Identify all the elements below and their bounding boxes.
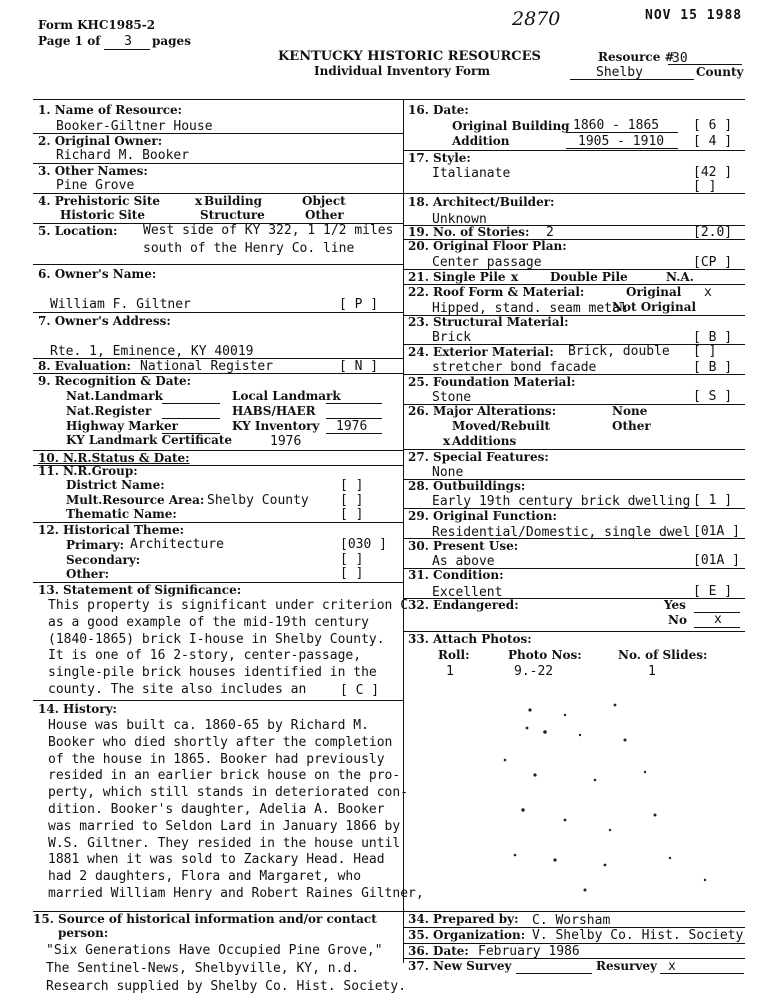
handwritten-number: 2870 [512, 8, 561, 30]
mult-resource-area: Shelby County [207, 493, 309, 508]
secondary-theme-code: [ ] [340, 552, 364, 567]
s34-label: 34. Prepared by: [408, 912, 519, 926]
addition-date: 1905 - 1910 [578, 134, 665, 149]
outbuildings-code: [ 1 ] [693, 493, 733, 508]
s15-label-1: 15. Source of historical information and/or contact [33, 912, 377, 926]
s16-label: 16. Date: [408, 103, 469, 117]
s24-label: 24. Exterior Material: [408, 345, 554, 359]
source-line: The Sentinel-News, Shelbyville, KY, n.d. [46, 961, 360, 976]
s3-label: 3. Other Names: [38, 164, 148, 178]
scan-speckle [405, 680, 745, 908]
prepared-by: C. Worsham [532, 913, 611, 928]
significance-line: county. The site also includes an [48, 681, 307, 697]
s6-label: 6. Owner's Name: [38, 267, 157, 281]
s32-yes: Yes [664, 598, 686, 612]
s21-double: Double Pile [550, 270, 628, 284]
evaluation-code: [ N ] [339, 359, 379, 374]
s15-label-2: person: [58, 926, 109, 940]
history-line: resided in an earlier brick house on the pro- [48, 768, 401, 784]
s10-label: 10. N.R.Status & Date: [38, 451, 190, 465]
s16-add: Addition [452, 134, 510, 148]
stories: 2 [546, 225, 554, 240]
page-count: 3 [124, 34, 132, 49]
significance-line: (1840-1865) brick I-house in Shelby County. [48, 631, 385, 647]
owner-code: [ P ] [339, 297, 379, 312]
other-names: Pine Grove [56, 178, 135, 193]
addition-date-code: [ 4 ] [693, 134, 733, 149]
s4-prehistoric: 4. Prehistoric Site [38, 194, 161, 208]
s37-label: 37. New Survey [408, 959, 512, 973]
original-date: 1860 - 1865 [573, 118, 660, 133]
s17-label: 17. Style: [408, 151, 471, 165]
source-text [46, 942, 406, 996]
outbuildings: Early 19th century brick dwelling [432, 494, 691, 509]
s11-thematic: Thematic Name: [66, 507, 177, 521]
form-subtitle: Individual Inventory Form [314, 64, 491, 78]
location-line-2: south of the Henry Co. line [143, 241, 355, 256]
structural-code: [ B ] [693, 330, 733, 345]
s11-district-code: [ ] [340, 478, 364, 493]
s26-additions: Additions [452, 434, 517, 448]
other-theme-code: [ ] [340, 566, 364, 581]
roof-original-mark: x [704, 285, 712, 300]
s4-historic: Historic Site [60, 208, 145, 222]
significance-line: as a good example of the mid-19th century [48, 614, 369, 630]
original-function-code: [01A ] [693, 524, 740, 539]
organization: V. Shelby Co. Hist. Society [532, 928, 744, 943]
significance-line: single-pile brick houses identified in the [48, 665, 377, 681]
history-text [48, 718, 424, 903]
condition-code: [ E ] [693, 584, 733, 599]
s18-label: 18. Architect/Builder: [408, 195, 555, 209]
prepared-date: February 1986 [478, 944, 580, 959]
s1-label: 1. Name of Resource: [38, 103, 183, 117]
resource-label: Resource # [598, 50, 675, 64]
s19-label: 19. No. of Stories: [408, 225, 530, 239]
slides-count: 1 [648, 664, 656, 679]
form-title: KENTUCKY HISTORIC RESOURCES [278, 49, 541, 64]
s9-habs: HABS/HAER [232, 404, 316, 418]
s35-label: 35. Organization: [408, 928, 526, 942]
s5-label: 5. Location: [38, 224, 118, 238]
s25-label: 25. Foundation Material: [408, 375, 576, 389]
s12-label: 12. Historical Theme: [38, 523, 185, 537]
history-line: married William Henry and Robert Raines Giltner, [48, 885, 424, 901]
primary-theme-code: [030 ] [340, 537, 387, 552]
exterior-material-1: Brick, double [568, 344, 670, 359]
form-id: Form KHC1985-2 [38, 18, 156, 32]
s22-label: 22. Roof Form & Material: [408, 285, 585, 299]
s22-not-original: Not Original [612, 300, 697, 314]
significance-line: It is one of 16 2-story, center-passage, [48, 648, 362, 664]
ky-inventory-year: 1976 [336, 419, 368, 434]
s9-ky-cert: KY Landmark Certificate [66, 433, 233, 447]
owner-name: William F. Giltner [50, 297, 191, 312]
exterior-code: [ B ] [693, 360, 733, 375]
s9-nat-landmark: Nat.Landmark [66, 389, 163, 403]
history-line: dition. Booker's daughter, Adelia A. Booker [48, 801, 385, 817]
s16-orig: Original Building [452, 119, 570, 133]
significance-line: This property is significant under criterion C [48, 598, 409, 613]
s33-photo-nos: Photo Nos: [508, 648, 582, 662]
s11-label: 11. N.R.Group: [38, 464, 138, 478]
endangered-no-mark: x [714, 612, 722, 627]
foundation-code: [ S ] [693, 389, 733, 404]
s9-label: 9. Recognition & Date: [38, 374, 192, 388]
special-features: None [432, 465, 464, 480]
history-line: perty, which still stands in deteriorated con- [48, 785, 409, 801]
single-pile-mark: x [511, 270, 519, 284]
county-value: Shelby [596, 65, 643, 80]
history-line: 1881 when it was sold to Zackary Head. Head [48, 852, 385, 868]
s21-na: N.A. [666, 270, 694, 284]
history-line: was married to Seldon Lard in January 1866 by [48, 818, 401, 834]
s26-moved: Moved/Rebuilt [452, 419, 551, 433]
source-line: Research supplied by Shelby Co. Hist. Society. [46, 979, 407, 994]
style-code-2: [ ] [693, 179, 717, 194]
s12-other: Other: [66, 567, 110, 581]
ky-cert-year: 1976 [270, 434, 302, 449]
original-owner: Richard M. Booker [56, 148, 190, 163]
s11-thematic-code: [ ] [340, 507, 364, 522]
s32-no: No [668, 613, 687, 627]
s14-label: 14. History: [38, 702, 117, 716]
s21-label: 21. Single Pile [408, 270, 506, 284]
history-line: Booker who died shortly after the completion [48, 734, 393, 750]
photo-numbers: 9.-22 [514, 664, 554, 679]
s4-structure: Structure [200, 208, 265, 222]
owner-address: Rte. 1, Eminence, KY 40019 [50, 344, 254, 359]
resurvey-mark: x [668, 959, 676, 974]
evaluation: National Register [140, 359, 274, 374]
s26-label: 26. Major Alterations: [408, 404, 557, 418]
primary-theme: Architecture [130, 537, 224, 552]
significance-code: [ C ] [340, 683, 380, 698]
style-code: [42 ] [693, 165, 733, 180]
s33-label: 33. Attach Photos: [408, 632, 532, 646]
style-value: Italianate [432, 166, 511, 181]
condition: Excellent [432, 585, 503, 600]
s30-label: 30. Present Use: [408, 539, 519, 553]
s37-resurvey: Resurvey [596, 959, 657, 973]
stories-code: [2.0] [693, 225, 733, 240]
source-line: "Six Generations Have Occupied Pine Grove," [46, 943, 383, 958]
s33-roll: Roll: [438, 648, 470, 662]
s11-mult-code: [ ] [340, 493, 364, 508]
s9-nat-register: Nat.Register [66, 404, 152, 418]
history-line: House was built ca. 1860-65 by Richard M. [48, 718, 369, 733]
s27-label: 27. Special Features: [408, 450, 549, 464]
foundation-material: Stone [432, 390, 472, 405]
page-label: Page 1 of [38, 34, 101, 48]
s11-district: District Name: [66, 478, 165, 492]
s26-other: Other [612, 419, 651, 433]
original-date-code: [ 6 ] [693, 118, 733, 133]
pages-label: pages [152, 34, 191, 48]
s9-ky-inventory: KY Inventory [232, 419, 320, 433]
s4-other: Other [305, 208, 344, 222]
s28-label: 28. Outbuildings: [408, 479, 526, 493]
s12-secondary: Secondary: [66, 553, 141, 567]
history-line: W.S. Giltner. They resided in the house until [48, 835, 401, 851]
s31-label: 31. Condition: [408, 568, 504, 582]
s20-label: 20. Original Floor Plan: [408, 239, 567, 253]
s8-label: 8. Evaluation: [38, 359, 131, 373]
date-stamp: NOV 15 1988 [645, 8, 743, 23]
structural-material: Brick [432, 330, 472, 345]
location-line-1: West side of KY 322, 1 1/2 miles [143, 223, 394, 238]
s2-label: 2. Original Owner: [38, 134, 163, 148]
s12-primary: Primary: [66, 538, 125, 552]
s32-label: 32. Endangered: [408, 598, 519, 612]
s4-building-mark: x [195, 194, 203, 208]
exterior-code-top: [ ] [693, 344, 717, 359]
s33-slides: No. of Slides: [618, 648, 708, 662]
s29-label: 29. Original Function: [408, 509, 557, 523]
floor-plan: Center passage [432, 255, 542, 270]
s13-label: 13. Statement of Significance: [38, 583, 242, 597]
resource-number: 30 [672, 51, 688, 66]
s26-none: None [612, 404, 648, 418]
exterior-material-2: stretcher bond facade [432, 360, 597, 375]
s36-label: 36. Date: [408, 944, 469, 958]
present-use-code: [01A ] [693, 553, 740, 568]
present-use: As above [432, 554, 495, 569]
floor-plan-code: [CP ] [693, 255, 733, 270]
county-label: County [696, 65, 744, 79]
s23-label: 23. Structural Material: [408, 315, 569, 329]
additions-mark: x [443, 434, 451, 448]
s7-label: 7. Owner's Address: [38, 314, 171, 328]
history-line: of the house in 1865. Booker had previously [48, 751, 385, 767]
roll-number: 1 [446, 664, 454, 679]
history-line: had 2 daughters, Flora and Margaret, who [48, 869, 362, 885]
s4-object: Object [302, 194, 346, 208]
roof-material: Hipped, stand. seam metal [432, 301, 628, 316]
resource-name: Booker-Giltner House [56, 119, 213, 134]
original-function: Residential/Domestic, single dwel [432, 525, 691, 540]
s4-building: Building [204, 194, 263, 208]
s9-highway: Highway Marker [66, 419, 178, 433]
s9-local-landmark: Local Landmark [232, 389, 341, 403]
s22-original: Original [626, 285, 682, 299]
s11-mult: Mult.Resource Area: [66, 493, 205, 507]
architect: Unknown [432, 212, 487, 227]
